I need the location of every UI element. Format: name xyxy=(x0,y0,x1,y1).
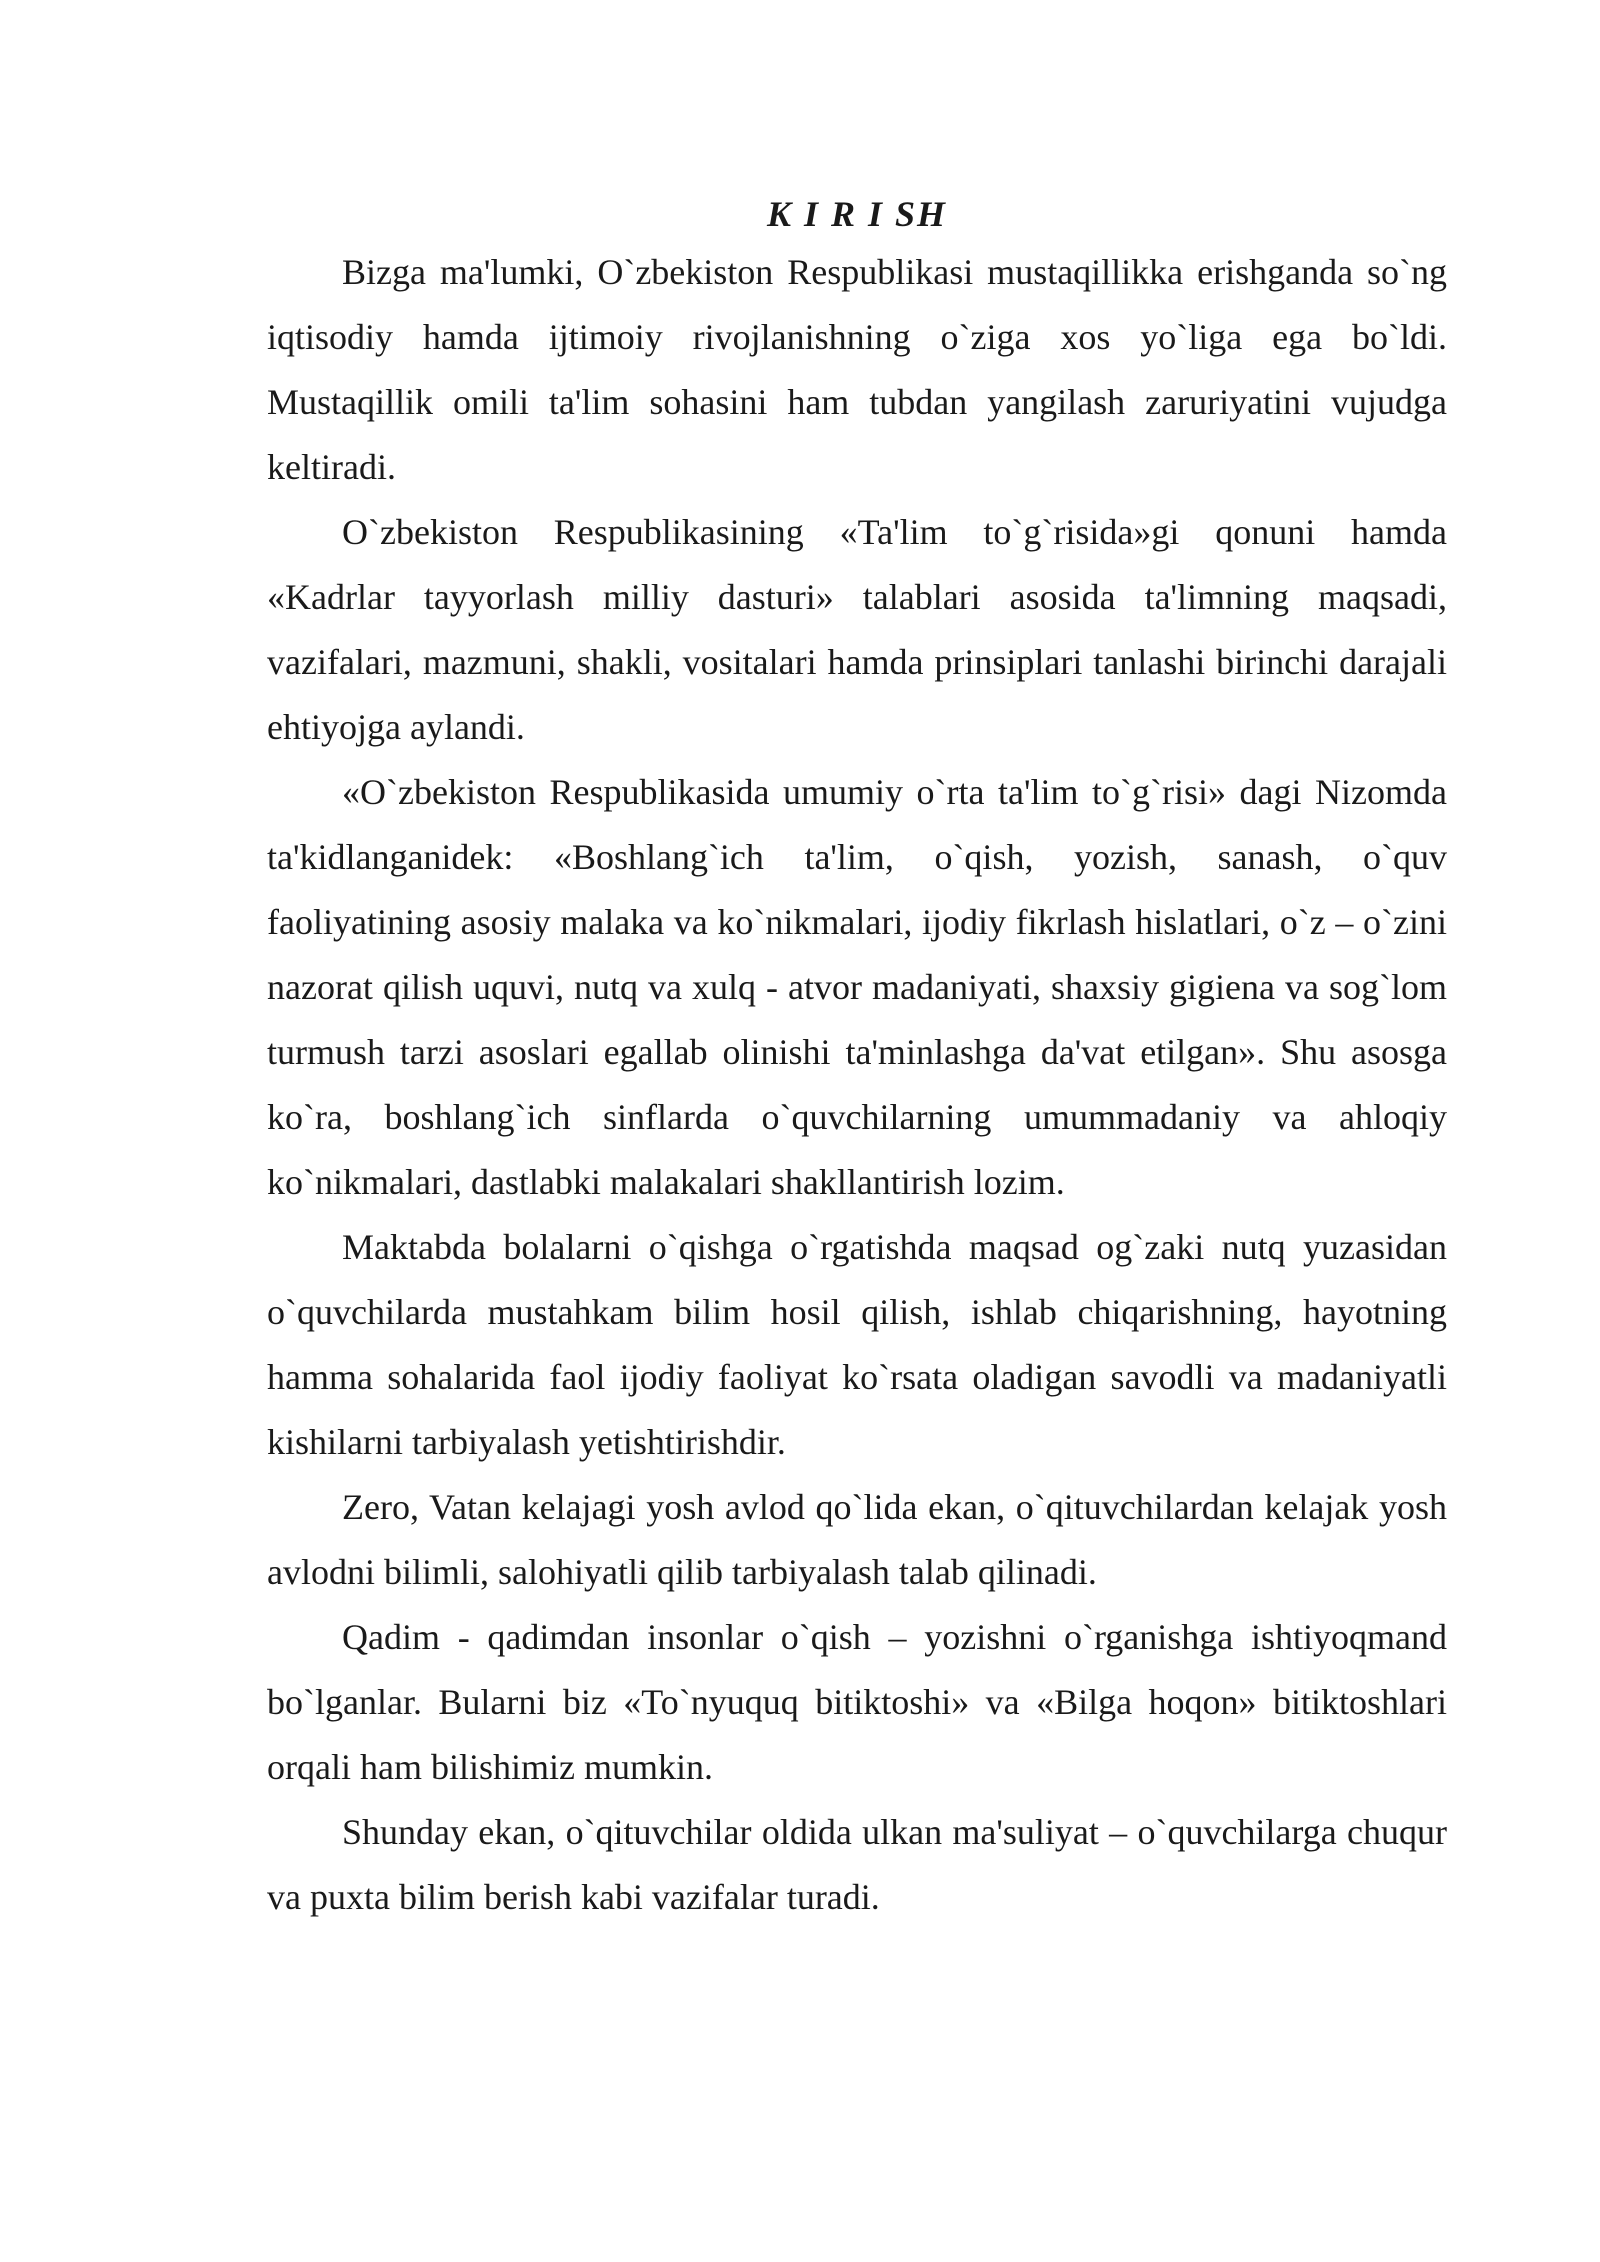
document-title: K I R I SH xyxy=(766,194,948,234)
paragraph-6: Qadim - qadimdan insonlar o`qish – yozishni o`rganishga ishtiyoqmand bo`lganlar. Bularni biz «To`nyuquq bitiktoshi» va «Bilga hoqon» bitiktoshlari orqali ham bilishimiz mumkin. xyxy=(267,1617,1447,1787)
paragraph-3: «O`zbekiston Respublikasida umumiy o`rta ta'lim to`g`risi» dagi Nizomda ta'kidlanganidek: «Boshlang`ich ta'lim, o`qish, yozish, sanash, o`quv faoliyatining asosiy malaka va ko`nikmalari, ijodiy fikrlash hislatlari, o`z – o`zini nazorat qilish uquvi, nutq va xulq - atvor madaniyati, shaxsiy gigiena va sog`lom turmush tarzi asoslari egallab olinishi ta'minlashga da'vat etilgan». Shu asosga ko`ra, boshlang`ich sinflarda o`quvchilarning umummadaniy va ahloqiy ko`nikmalari, dastlabki malakalari shakllantirish lozim. xyxy=(267,772,1447,1202)
paragraph-2: O`zbekiston Respublikasining «Ta'lim to`g`risida»gi qonuni hamda «Kadrlar tayyorlash milliy dasturi» talablari asosida ta'limning maqsadi, vazifalari, mazmuni, shakli, vositalari hamda prinsiplari tanlashi birinchi darajali ehtiyojga aylandi. xyxy=(267,512,1447,747)
document-page xyxy=(267,190,1447,1930)
paragraph-4: Maktabda bolalarni o`qishga o`rgatishda maqsad og`zaki nutq yuzasidan o`quvchilarda mustahkam bilim hosil qilish, ishlab chiqarishning, hayotning hamma sohalarida faol ijodiy faoliyat ko`rsata oladigan savodli va madaniyatli kishilarni tarbiyalash yetishtirishdir. xyxy=(267,1227,1447,1462)
paragraph-1: Bizga ma'lumki, O`zbekiston Respublikasi mustaqillikka erishganda so`ng iqtisodiy hamda ijtimoiy rivojlanishning o`ziga xos yo`liga ega bo`ldi. Mustaqillik omili ta'lim sohasini ham tubdan yangilash zaruriyatini vujudga keltiradi. xyxy=(267,252,1447,487)
paragraph-7: Shunday ekan, o`qituvchilar oldida ulkan ma'suliyat – o`quvchilarga chuqur va puxta bilim berish kabi vazifalar turadi. xyxy=(267,1812,1447,1917)
paragraph-5: Zero, Vatan kelajagi yosh avlod qo`lida ekan, o`qituvchilardan kelajak yosh avlodni bilimli, salohiyatli qilib tarbiyalash talab qilinadi. xyxy=(267,1487,1447,1592)
